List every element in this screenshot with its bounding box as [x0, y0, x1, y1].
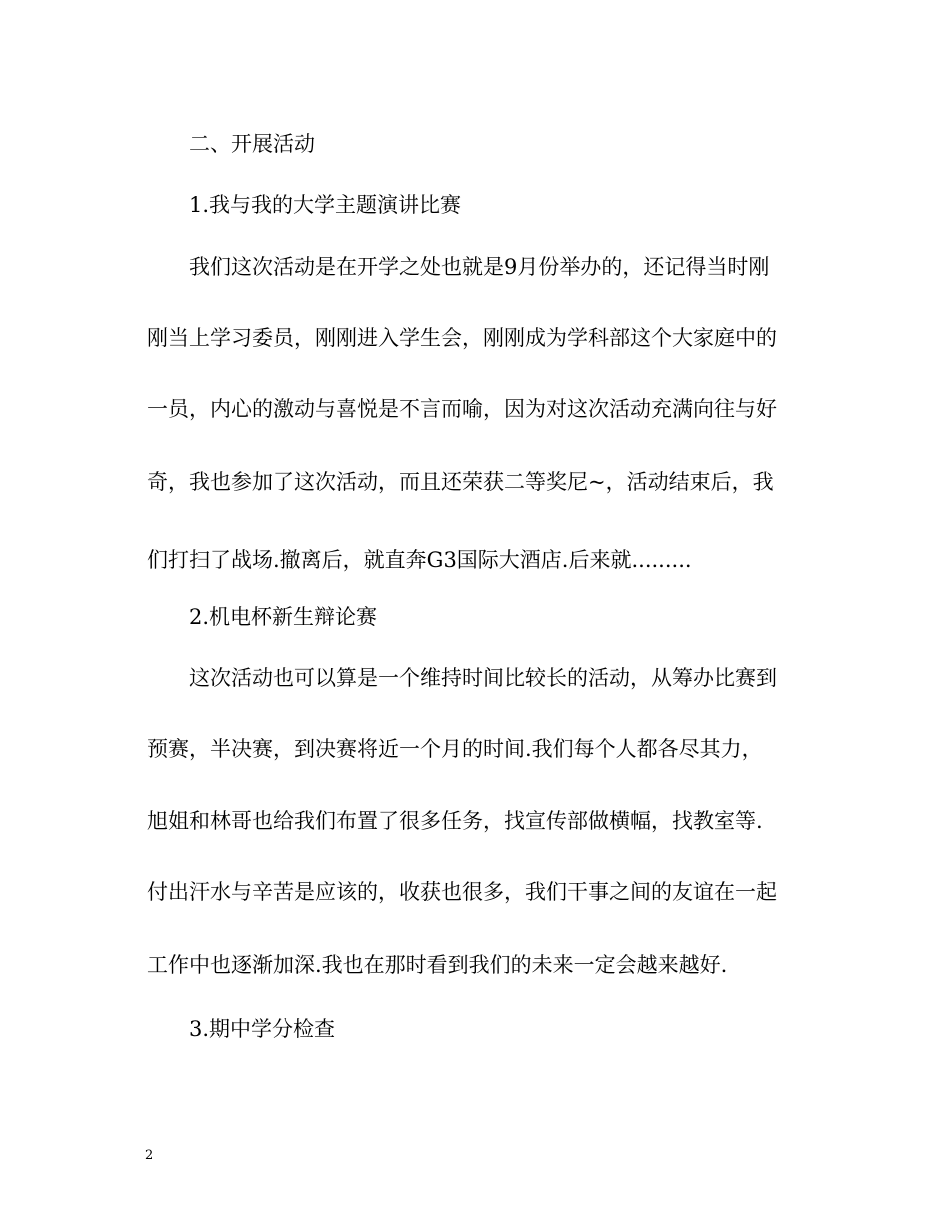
section-heading: 二、开展活动	[189, 132, 315, 156]
paragraph-line: 我们这次活动是在开学之处也就是9月份举办的，还记得当时刚	[189, 255, 770, 279]
page-number: 2	[145, 1148, 154, 1163]
paragraph-line: 旭姐和林哥也给我们布置了很多任务，找宣传部做横幅，找教室等.	[147, 809, 763, 833]
paragraph-line: 工作中也逐渐加深.我也在那时看到我们的未来一定会越来越好.	[147, 953, 728, 977]
paragraph-line: 奇，我也参加了这次活动，而且还荣获二等奖尼~，活动结束后，我	[147, 470, 774, 494]
item-heading: 1.我与我的大学主题演讲比赛	[189, 193, 462, 217]
item-heading: 2.机电杯新生辩论赛	[189, 605, 378, 629]
paragraph-line: 刚当上学习委员，刚刚进入学生会，刚刚成为学科部这个大家庭中的	[147, 326, 777, 350]
paragraph-line: 预赛，半决赛，到决赛将近一个月的时间.我们每个人都各尽其力，	[147, 737, 763, 761]
paragraph-line: 一员，内心的激动与喜悦是不言而喻，因为对这次活动充满向往与好	[147, 397, 777, 421]
paragraph-line: 付出汗水与辛苦是应该的，收获也很多，我们干事之间的友谊在一起	[147, 880, 777, 904]
item-heading: 3.期中学分检查	[189, 1017, 336, 1041]
paragraph-line: 这次活动也可以算是一个维持时间比较长的活动，从筹办比赛到	[189, 666, 777, 690]
paragraph-line: 们打扫了战场.撤离后，就直奔G3国际大酒店.后来就.........	[147, 548, 692, 572]
